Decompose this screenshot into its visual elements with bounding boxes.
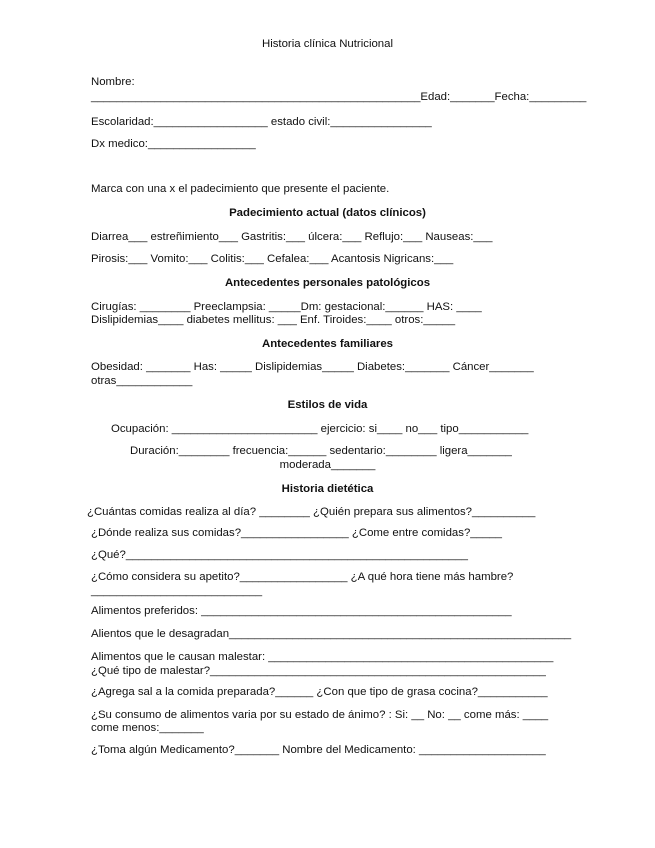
- dietetica-question-6: Alientos que le desagradan______________________________________________________: [91, 628, 572, 640]
- dietetica-heading: Historia dietética: [281, 483, 374, 495]
- dietetica-question-7b: ¿Qué tipo de malestar?_____________________________________________________: [91, 665, 546, 677]
- dietetica-question-2: ¿Dónde realiza sus comidas?_________________ ¿Come entre comidas?_____: [91, 527, 502, 539]
- estilos-line-2: Duración:________ frecuencia:______ sedentario:________ ligera_______: [130, 445, 512, 457]
- personales-heading: Antecedentes personales patológicos: [224, 277, 431, 289]
- dietetica-question-9b: come menos:_______: [91, 722, 204, 734]
- nombre-label: Nombre:: [91, 76, 135, 88]
- estilos-line-3: moderada_______: [279, 459, 376, 471]
- dietetica-question-10: ¿Toma algún Medicamento?_______ Nombre del Medicamento: ____________________: [91, 744, 546, 756]
- familiares-heading: Antecedentes familiares: [261, 338, 394, 350]
- padecimiento-heading: Padecimiento actual (datos clínicos): [229, 207, 426, 219]
- dx-medico-line: Dx medico:_________________: [91, 138, 256, 150]
- estilos-line-1: Ocupación: _______________________ ejercicio: si____ no___ tipo___________: [111, 423, 529, 435]
- dietetica-question-3: ¿Qué?______________________________________________________: [91, 549, 468, 561]
- dietetica-question-4: ¿Cómo considera su apetito?_________________ ¿A qué hora tiene más hambre?: [91, 571, 514, 583]
- dietetica-question-1: ¿Cuántas comidas realiza al día? ________ ¿Quién prepara sus alimentos?__________: [87, 506, 536, 518]
- escolaridad-line: Escolaridad:__________________ estado civil:________________: [91, 116, 432, 128]
- familiares-line-1: Obesidad: _______ Has: _____ Dislipidemias_____ Diabetes:_______ Cáncer_______: [91, 361, 534, 373]
- edad-fecha-line: ____________________________________________________Edad:_______Fecha:_________: [91, 91, 587, 103]
- document-title: Historia clínica Nutricional: [261, 38, 394, 50]
- dietetica-question-7: Alimentos que le causan malestar: _____________________________________________: [91, 651, 554, 663]
- dietetica-question-9: ¿Su consumo de alimentos varia por su estado de ánimo? : Si: __ No: __ come más: ____: [91, 709, 549, 721]
- dietetica-question-5: Alimentos preferidos: _________________________________________________: [91, 605, 512, 617]
- dietetica-question-8: ¿Agrega sal a la comida preparada?______ ¿Con que tipo de grasa cocina?___________: [91, 686, 548, 698]
- personales-line-2: Dislipidemias____ diabetes mellitus: ___ Enf. Tiroides:____ otros:_____: [91, 314, 456, 326]
- dietetica-question-4b: ___________________________: [91, 585, 263, 597]
- estilos-heading: Estilos de vida: [287, 399, 368, 411]
- familiares-line-2: otras____________: [91, 375, 193, 387]
- padecimiento-line-1: Diarrea___ estreñimiento___ Gastritis:___ úlcera:___ Reflujo:___ Nauseas:___: [91, 231, 493, 243]
- instruction-text: Marca con una x el padecimiento que presente el paciente.: [91, 183, 390, 195]
- padecimiento-line-2: Pirosis:___ Vomito:___ Colitis:___ Cefalea:___ Acantosis Nigricans:___: [91, 253, 454, 265]
- personales-line-1: Cirugías: ________ Preeclampsia: _____Dm: gestacional:______ HAS: ____: [91, 301, 482, 313]
